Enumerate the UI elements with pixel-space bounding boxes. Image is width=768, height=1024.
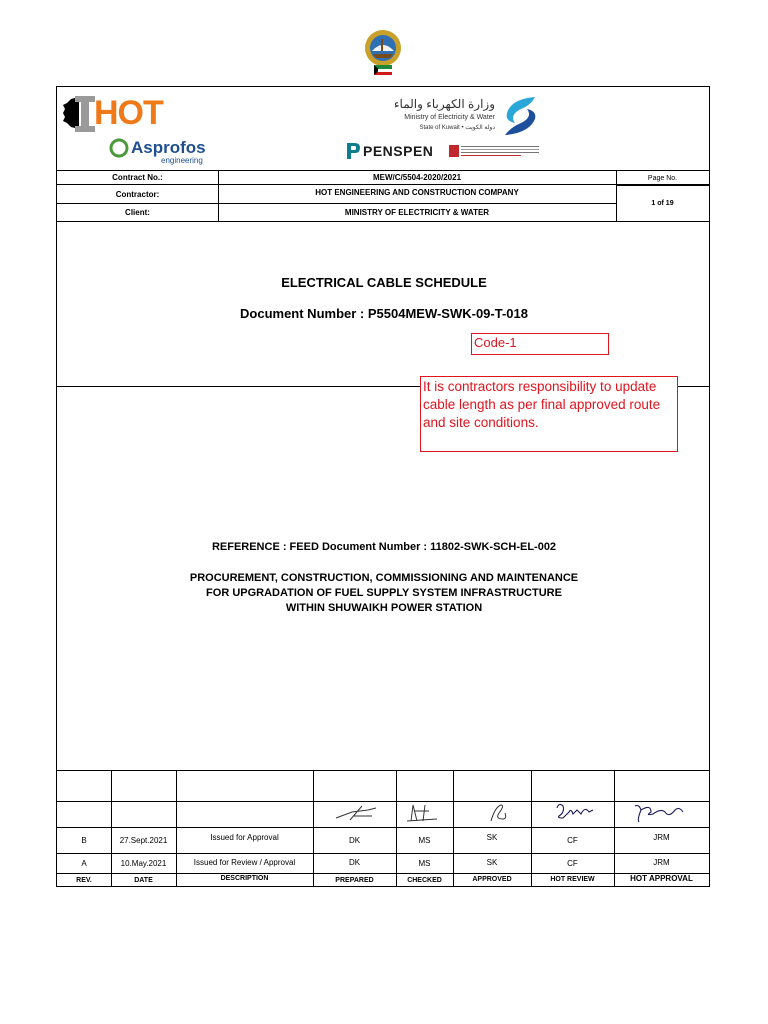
code-label: Code-1 (474, 335, 517, 350)
col-header-checked: CHECKED (407, 876, 442, 884)
rev-b-date: 27.Sept.2021 (119, 836, 168, 845)
col-header-hot-approval: HOT APPROVAL (630, 874, 693, 883)
col-header-description: DESCRIPTION (220, 875, 269, 882)
hot-logo-text: HOT (94, 94, 163, 132)
client-label: Client: (125, 208, 150, 217)
code-box (471, 333, 609, 355)
col-header-prepared: PREPARED (335, 876, 374, 884)
asprofos-name: Asprofos (131, 138, 206, 157)
cover-sheet (56, 86, 710, 887)
i-beam-icon (75, 96, 95, 132)
contractor-value: HOT ENGINEERING AND CONSTRUCTION COMPANY (315, 187, 519, 197)
partner-fine-print (461, 144, 539, 158)
project-line-1: PROCUREMENT, CONSTRUCTION, COMMISSIONING AND MAINTENANCE (189, 572, 579, 584)
signature-hot-approval (631, 800, 687, 826)
document-number: Document Number : P5504MEW-SWK-09-T-018 (240, 306, 528, 321)
rev-b-prepared: DK (348, 836, 361, 845)
rev-a-date: 10.May.2021 (120, 859, 167, 868)
document-title: ELECTRICAL CABLE SCHEDULE (281, 275, 487, 290)
rev-b-rev: B (81, 836, 87, 845)
col-header-date: DATE (134, 876, 153, 884)
rev-b-hot-review: CF (567, 836, 578, 845)
partner-seal-icon (449, 145, 459, 157)
rev-a-hot-approval: JRM (653, 858, 670, 867)
contract-label: Contract No.: (112, 173, 163, 182)
signature-hot-review (553, 800, 595, 824)
rev-b-approved: SK (486, 832, 498, 842)
page-value: 1 of 19 (651, 200, 674, 207)
hot-logo (63, 93, 183, 135)
rev-b-hot-approval: JRM (653, 832, 670, 842)
rev-a-approved: SK (486, 858, 498, 867)
feed-reference: REFERENCE : FEED Document Number : 11802-SWK-SCH-EL-002 (211, 541, 557, 553)
kuwait-emblem-icon (360, 27, 406, 77)
col-header-rev: REV. (76, 876, 92, 884)
contractor-note: It is contractors responsibility to update cable length as per final approved route and site conditions. (423, 379, 661, 430)
mew-arabic-name: وزارة الكهرباء والماء (393, 97, 495, 111)
rev-a-hot-review: CF (567, 859, 578, 868)
signature-prepared (332, 802, 380, 826)
rev-a-prepared: DK (348, 858, 361, 867)
penspen-logo (345, 139, 545, 165)
col-header-hot-review: HOT REVIEW (550, 876, 595, 883)
penspen-name: PENSPEN (363, 143, 434, 159)
contract-value: MEW/C/5504-2020/2021 (372, 173, 462, 182)
rev-a-checked: MS (418, 859, 431, 868)
rev-b-description: Issued for Approval (210, 832, 279, 842)
rev-a-description: Issued for Review / Approval (193, 858, 296, 867)
signature-approved (485, 801, 511, 825)
client-value: MINISTRY OF ELECTRICITY & WATER (344, 208, 490, 217)
rev-b-checked: MS (418, 836, 431, 845)
mew-flame-icon (501, 95, 541, 137)
col-header-approved: APPROVED (472, 876, 512, 883)
project-line-2: FOR UPGRADATION OF FUEL SUPPLY SYSTEM INFRASTRUCTURE (206, 587, 562, 599)
contractor-label: Contractor: (115, 189, 160, 199)
signature-checked (403, 801, 439, 827)
asprofos-sub: engineering (161, 156, 203, 165)
contractor-note-box (420, 376, 678, 452)
asprofos-logo (109, 137, 219, 167)
mew-logo (335, 95, 545, 137)
mew-state: State of Kuwait • دولة الكويت (419, 125, 495, 131)
asprofos-ring-icon (109, 137, 129, 159)
mew-english-name: Ministry of Electricity & Water (404, 114, 495, 121)
penspen-mark-icon (345, 141, 361, 161)
page-label: Page No. (647, 174, 678, 182)
rev-a-rev: A (81, 859, 87, 868)
project-line-3: WITHIN SHUWAIKH POWER STATION (285, 602, 483, 614)
